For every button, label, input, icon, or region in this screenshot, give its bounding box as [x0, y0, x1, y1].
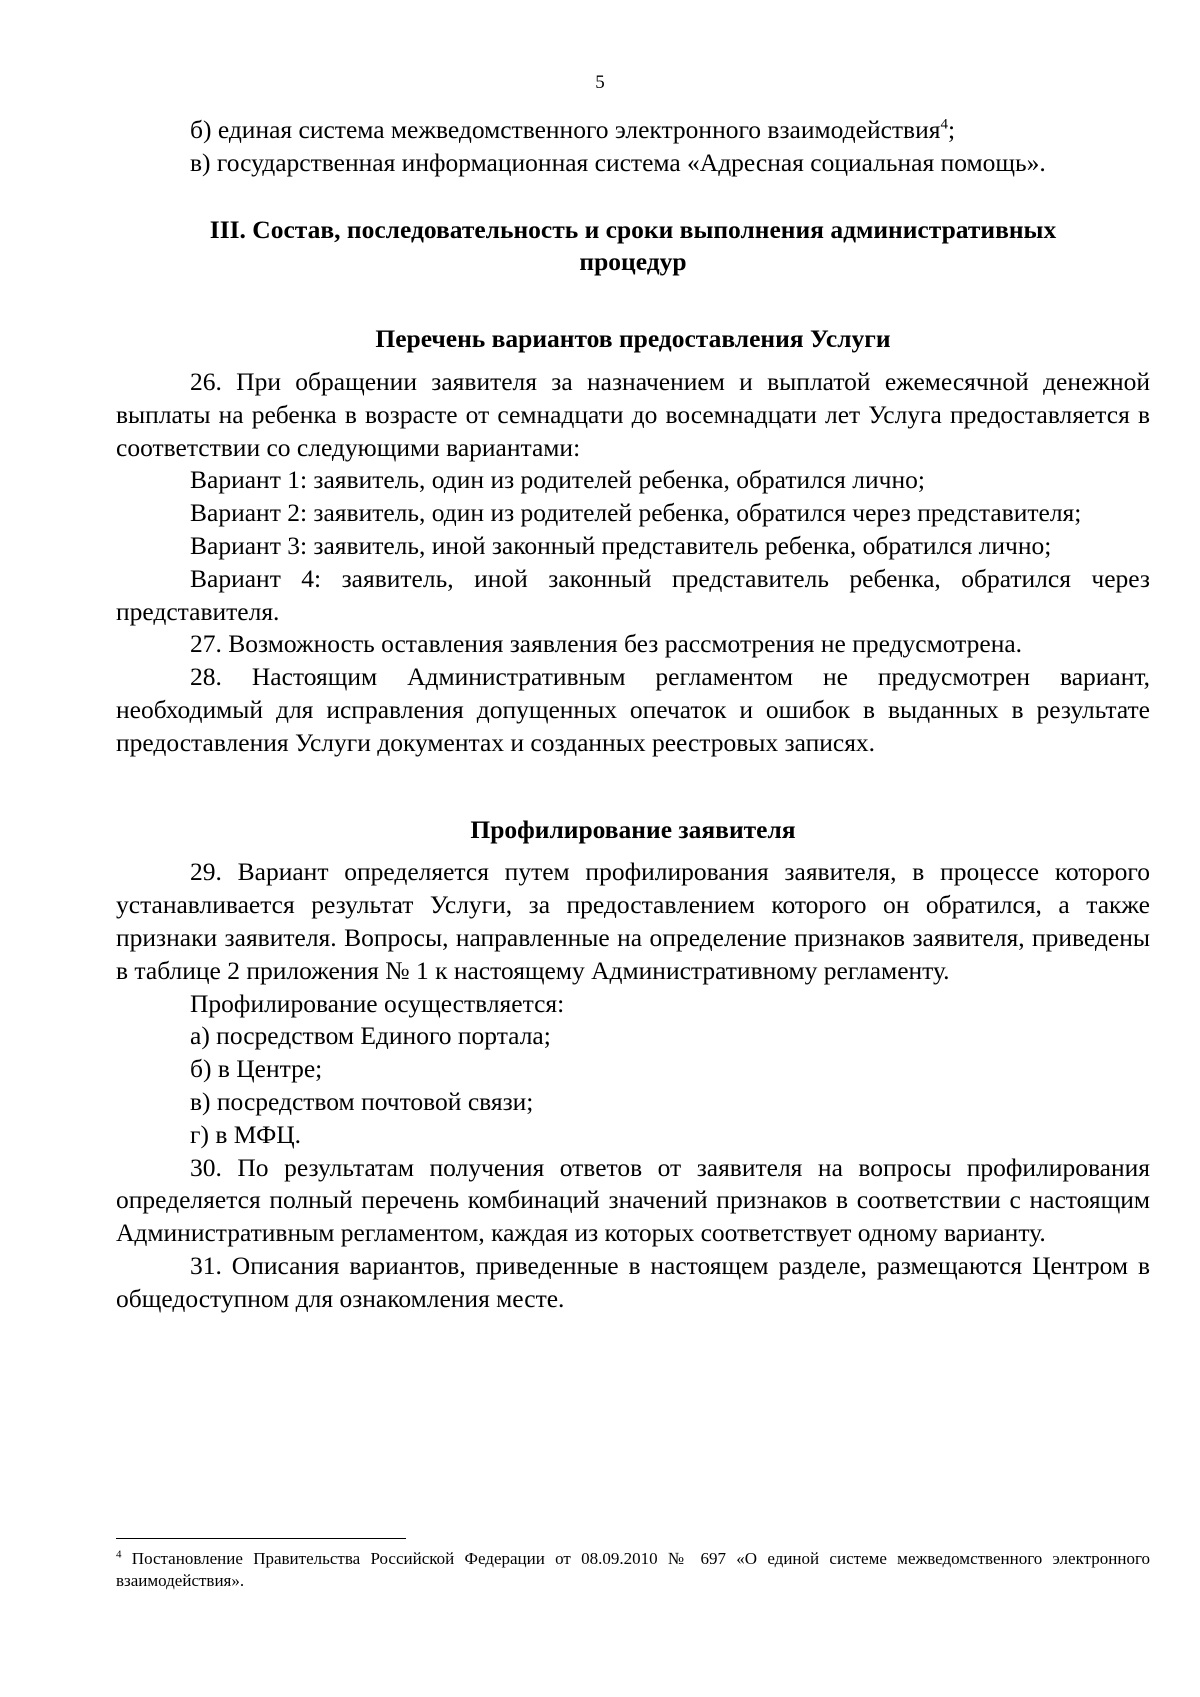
profiling-item-v: в) посредством почтовой связи; [190, 1086, 534, 1116]
paragraph-28: 28. Настоящим Административным регламентом не предусмотрен вариант, необходимый для исправления допущенных опечаток и ошибок в выданных в результате предоставления Услуги документах и созданных реестровых записях. [116, 662, 1150, 757]
footnote-mark: 4 [116, 1548, 122, 1561]
paragraph-26: 26. При обращении заявителя за назначением и выплатой ежемесячной денежной выплаты на ребенка в возрасте от семнадцати до восемнадцати лет Услуга предоставляется в соответствии со следующими вариантами: [116, 366, 1150, 462]
intro-item-b-suffix: ; [947, 115, 956, 144]
page-number: 5 [595, 72, 605, 93]
variant-1: Вариант 1: заявитель, один из родителей ребенка, обратился лично; [190, 465, 925, 495]
intro-item-v: в) государственная информационная система «Адресная социальная помощь». [190, 147, 1046, 177]
subheading-profiling: Профилирование заявителя [470, 814, 796, 844]
footnote-reference[interactable]: 4 [940, 116, 948, 133]
profiling-item-b: б) в Центре; [190, 1054, 323, 1084]
profiling-item-a: а) посредством Единого портала; [190, 1021, 551, 1051]
paragraph-30: 30. По результатам получения ответов от заявителя на вопросы профилирования определяется полный перечень комбинаций значений признаков в соответствии с настоящим Административным регламентом, каждая из которых соответствует одному варианту. [116, 1152, 1150, 1248]
paragraph-27: 27. Возможность оставления заявления без рассмотрения не предусмотрена. [190, 629, 1023, 659]
paragraph-31: 31. Описания вариантов, приведенные в настоящем разделе, размещаются Центром в общедоступном для ознакомления месте. [116, 1250, 1150, 1313]
section-heading: III. Состав, последовательность и сроки выполнения административных процедур [209, 214, 1057, 277]
footnote-divider [116, 1538, 406, 1539]
variant-2: Вариант 2: заявитель, один из родителей ребенка, обратился через представителя; [190, 498, 1082, 528]
intro-item-b [116, 114, 1150, 147]
paragraph-29: 29. Вариант определяется путем профилирования заявителя, в процессе которого устанавливается результат Услуги, за предоставлением которого он обратился, а также признаки заявителя. Вопросы, направленные на определение признаков заявителя, приведены в таблице 2 приложения № 1 к настоящему Административному регламенту. [116, 857, 1150, 985]
footnote [116, 1548, 1150, 1592]
variant-3: Вариант 3: заявитель, иной законный представитель ребенка, обратился лично; [190, 530, 1052, 560]
variant-4: Вариант 4: заявитель, иной законный представитель ребенка, обратился через представителя. [116, 563, 1150, 626]
profiling-intro: Профилирование осуществляется: [190, 988, 565, 1018]
footnote-text: Постановление Правительства Российской Федерации от 08.09.2010 № 697 «О единой системе межведомственного электронного взаимодействия». [116, 1549, 1150, 1590]
subheading-variants: Перечень вариантов предоставления Услуги [375, 324, 891, 354]
profiling-item-g: г) в МФЦ. [190, 1119, 302, 1149]
document-body [116, 114, 1150, 1316]
intro-item-b-text: б) единая система межведомственного электронного взаимодействия [190, 115, 941, 144]
